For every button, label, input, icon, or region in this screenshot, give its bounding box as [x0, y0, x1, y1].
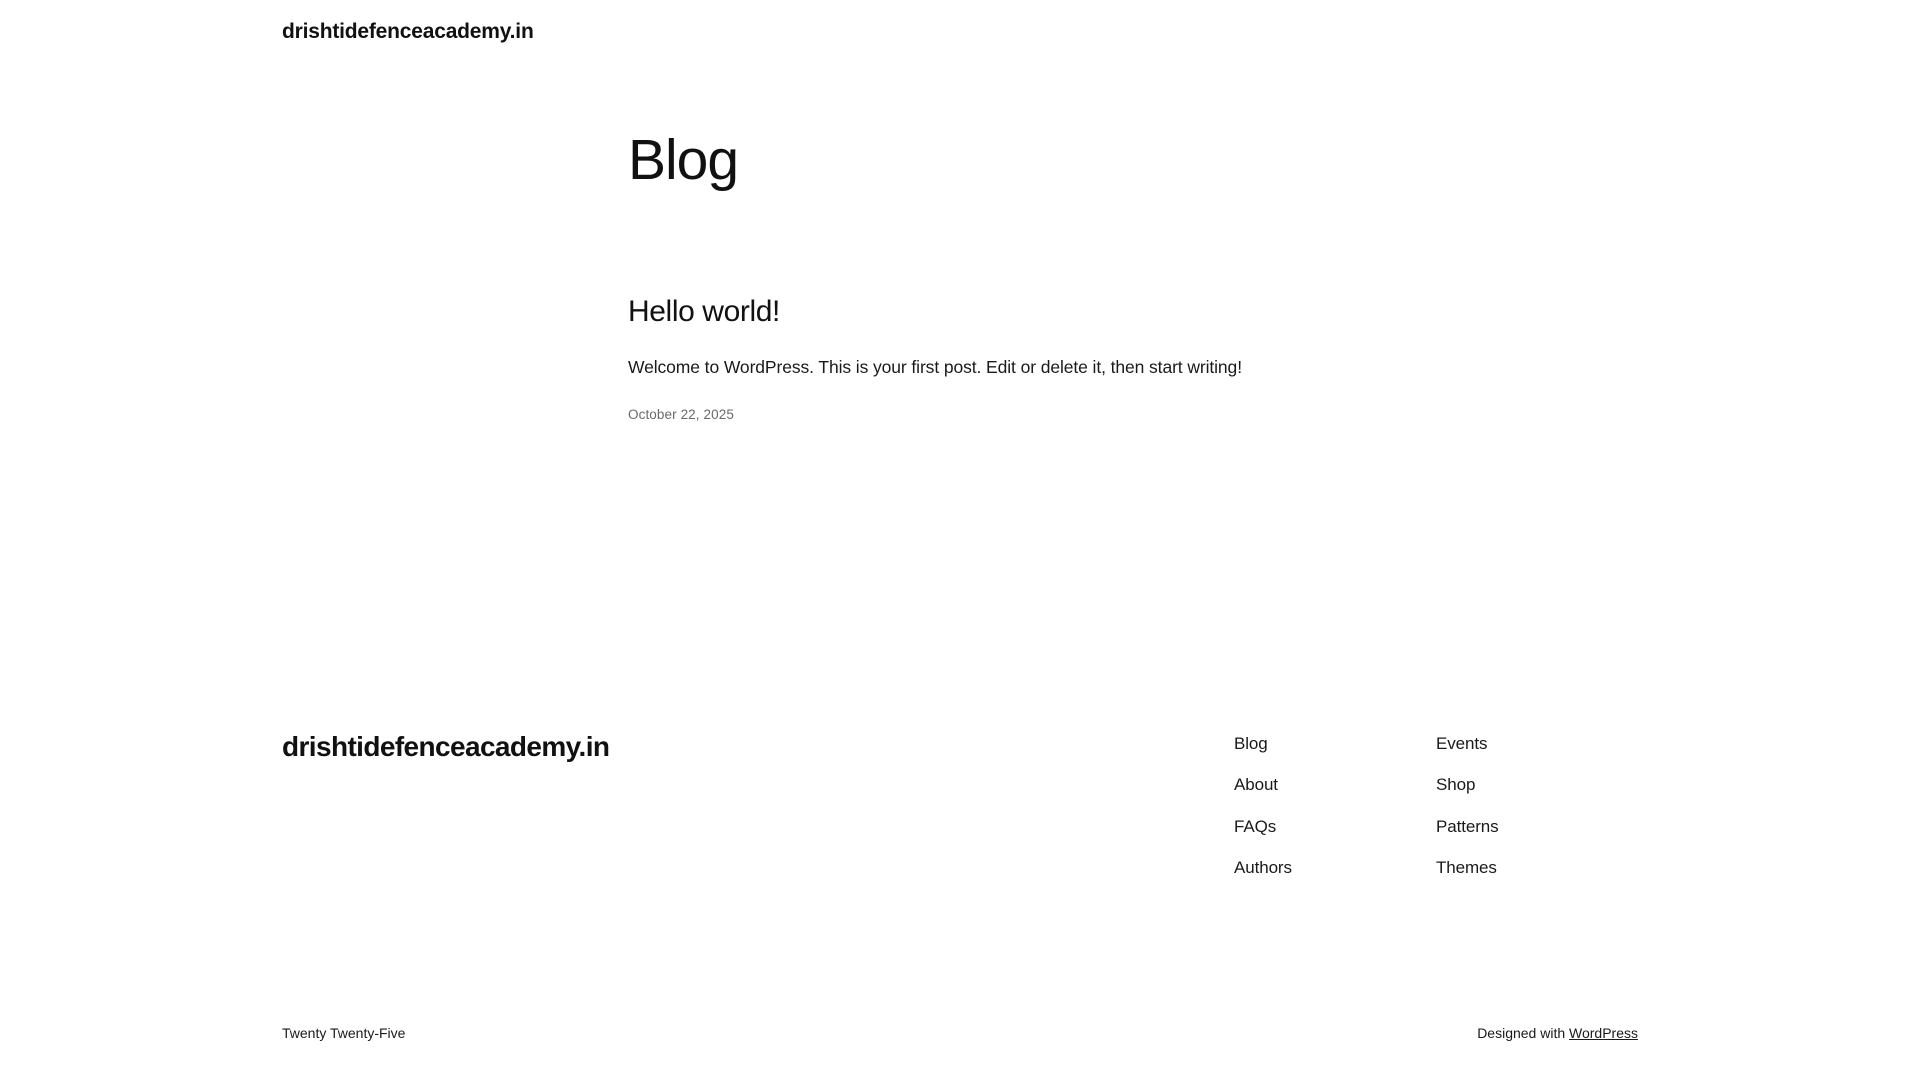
site-footer [282, 712, 1638, 1041]
footer-bottom [282, 1025, 1638, 1041]
main-content [628, 128, 1668, 422]
footer-navigation [1234, 712, 1638, 879]
footer-link-blog[interactable]: Blog [1234, 734, 1268, 753]
footer-link-themes[interactable]: Themes [1436, 858, 1497, 878]
post-title [628, 294, 1668, 330]
footer-brand-link[interactable]: drishtidefenceacademy.in [282, 731, 610, 762]
site-header [282, 18, 534, 45]
wordpress-link[interactable]: WordPress [1569, 1025, 1638, 1041]
page-title: Blog [628, 128, 739, 192]
footer-nav-column-1 [1234, 734, 1436, 879]
post-list [628, 294, 1668, 422]
footer-link-events[interactable]: Events [1436, 734, 1488, 753]
post-date: October 22, 2025 [628, 406, 734, 422]
theme-name: Twenty Twenty-Five [282, 1025, 406, 1041]
footer-link-about[interactable]: About [1234, 775, 1278, 795]
footer-nav-column-2 [1436, 734, 1638, 879]
footer-link-faqs[interactable]: FAQs [1234, 816, 1277, 836]
footer-top [282, 712, 1638, 879]
footer-credit-prefix: Designed with [1477, 1025, 1570, 1041]
post-title-link[interactable]: Hello world! [628, 294, 780, 328]
footer-link-shop[interactable]: Shop [1436, 775, 1476, 795]
footer-link-authors[interactable]: Authors [1234, 858, 1292, 878]
footer-link-patterns[interactable]: Patterns [1436, 816, 1499, 836]
footer-credit [1477, 1025, 1638, 1041]
post-item [628, 294, 1668, 422]
post-excerpt: Welcome to WordPress. This is your first post. Edit or delete it, then start writing! [628, 356, 1242, 377]
site-title-link[interactable]: drishtidefenceacademy.in [282, 20, 534, 43]
